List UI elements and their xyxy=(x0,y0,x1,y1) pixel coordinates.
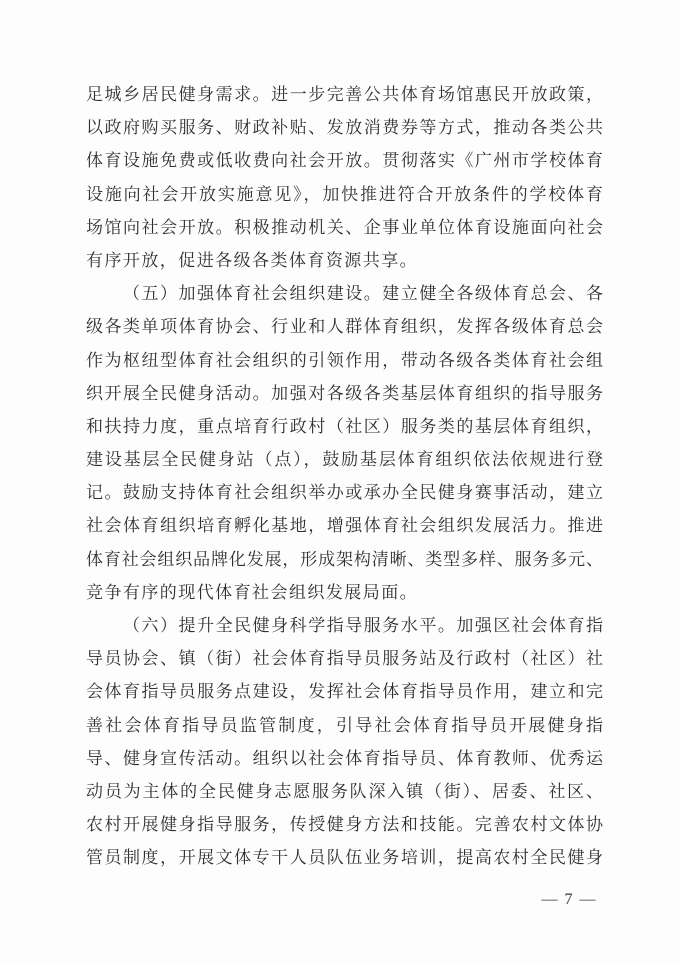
text-line: 建设基层全民健身站（点），鼓励基层体育组织依法依规进行登 xyxy=(86,450,603,470)
text-line: 社会体育组织培育孵化基地，增强体育社会组织发展活力。推进 xyxy=(86,516,603,536)
text-line: 体育设施免费或低收费向社会开放。贯彻落实《广州市学校体育 xyxy=(86,151,603,171)
text-line: 动员为主体的全民健身志愿服务队深入镇（街）、居委、社区、 xyxy=(86,781,603,801)
text-line: 导、健身宣传活动。组织以社会体育指导员、体育教师、优秀运 xyxy=(86,748,603,768)
text-line: 级各类单项体育协会、行业和人群体育组织，发挥各级体育总会 xyxy=(86,317,603,337)
page-number: — 7 — xyxy=(541,891,597,908)
text-line: 农村开展健身指导服务，传授健身方法和技能。完善农村文体协 xyxy=(86,815,603,835)
text-line: 设施向社会开放实施意见》，加快推进符合开放条件的学校体育 xyxy=(86,184,603,204)
document-body xyxy=(86,78,603,875)
text-line: 会体育指导员服务点建设，发挥社会体育指导员作用，建立和完 xyxy=(86,682,603,702)
text-line: 作为枢纽型体育社会组织的引领作用，带动各级各类体育社会组 xyxy=(86,350,603,370)
text-line: 竞争有序的现代体育社会组织发展局面。 xyxy=(86,582,419,602)
section-heading-line: （六）提升全民健身科学指导服务水平。加强区社会体育指 xyxy=(123,616,603,635)
text-line: 善社会体育指导员监管制度，引导社会体育指导员开展健身指 xyxy=(86,715,603,735)
text-line: 记。鼓励支持体育社会组织举办或承办全民健身赛事活动，建立 xyxy=(86,483,603,503)
text-line: 织开展全民健身活动。加强对各级各类基层体育组织的指导服务 xyxy=(86,383,603,403)
text-line: 以政府购买服务、财政补贴、发放消费券等方式，推动各类公共 xyxy=(86,118,603,138)
text-line: 和扶持力度，重点培育行政村（社区）服务类的基层体育组织， xyxy=(86,416,603,436)
text-line: 导员协会、镇（街）社会体育指导员服务站及行政村（社区）社 xyxy=(86,649,603,669)
text-line: 场馆向社会开放。积极推动机关、企事业单位体育设施面向社会 xyxy=(86,217,603,237)
text-line: 体育社会组织品牌化发展，形成架构清晰、类型多样、服务多元、 xyxy=(86,549,603,569)
text-line: 足城乡居民健身需求。进一步完善公共体育场馆惠民开放政策， xyxy=(86,85,603,104)
text-line: 管员制度，开展文体专干人员队伍业务培训，提高农村全民健身 xyxy=(86,848,603,868)
text-line: 有序开放，促进各级各类体育资源共享。 xyxy=(86,250,419,270)
section-heading-line: （五）加强体育社会组织建设。建立健全各级体育总会、各 xyxy=(123,284,603,304)
